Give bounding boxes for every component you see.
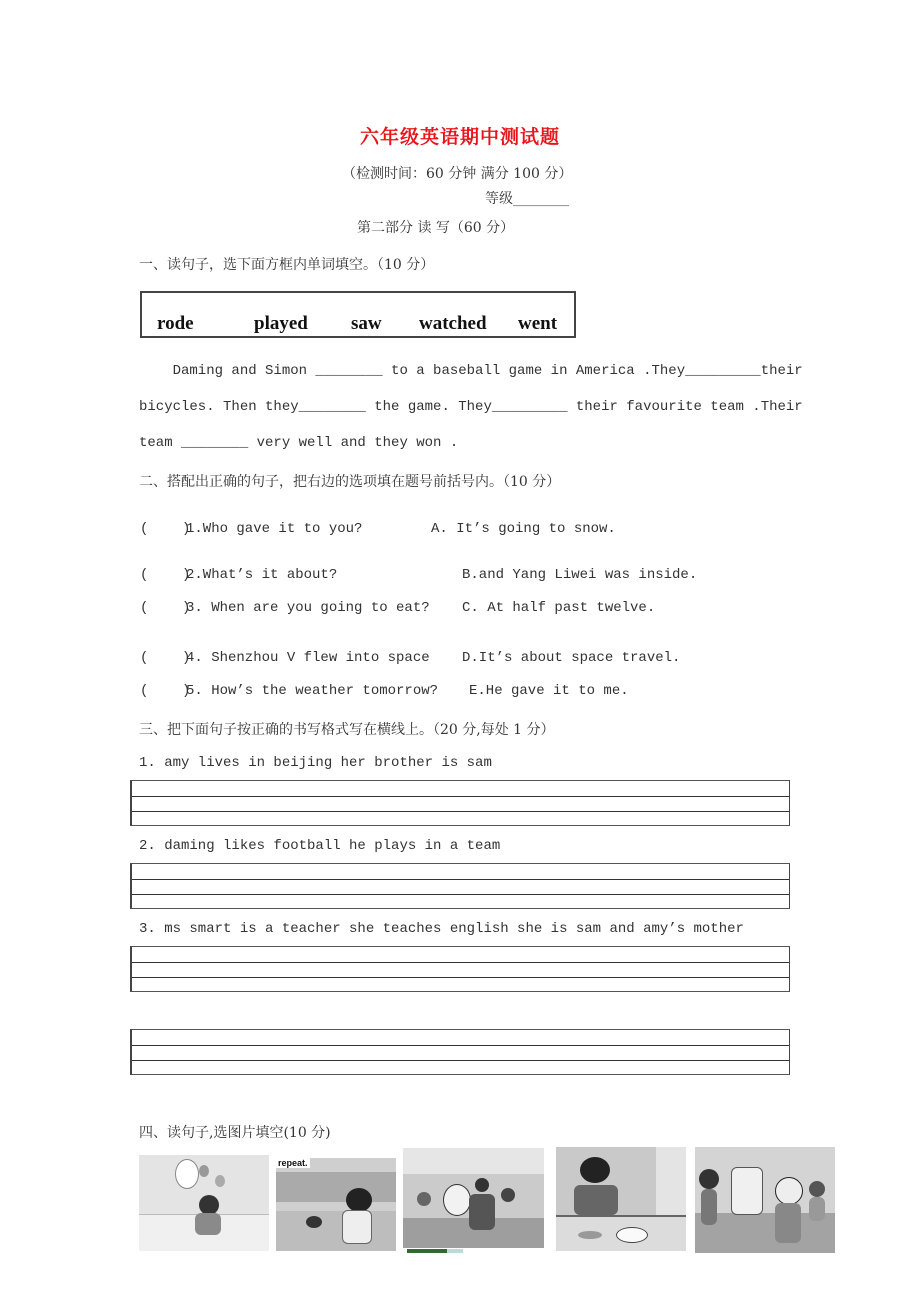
writing-lines[interactable] <box>130 1029 790 1075</box>
writing-lines[interactable] <box>130 946 790 992</box>
match-option: B.and Yang Liwei was inside. <box>462 567 698 583</box>
match-option: C. At half past twelve. <box>462 600 656 616</box>
writing-lines[interactable] <box>130 863 790 909</box>
picture-kitchen <box>276 1158 396 1251</box>
answer-bracket[interactable]: ( ) <box>140 650 191 666</box>
picture-bar <box>447 1249 463 1253</box>
word-option: played <box>254 313 308 334</box>
grade-field: 等级________ <box>485 191 569 207</box>
word-option: rode <box>157 313 194 334</box>
word-option: watched <box>419 313 487 334</box>
sentence-prompt: 3. ms smart is a teacher she teaches english she is sam and amy’s mother <box>139 921 744 937</box>
picture-party <box>403 1148 544 1248</box>
answer-bracket[interactable]: ( ) <box>140 567 191 583</box>
section2-heading: 二、搭配出正确的句子，把右边的选项填在题号前括号内。（10 分） <box>139 474 561 490</box>
sentence-prompt: 1. amy lives in beijing her brother is sam <box>139 755 492 771</box>
answer-bracket[interactable]: ( ) <box>140 683 191 699</box>
passage-line: Daming and Simon ________ to a baseball game in America .They_________their <box>139 363 803 379</box>
picture-breakfast <box>556 1147 686 1251</box>
word-bank-box <box>140 291 576 338</box>
picture-caption: repeat. <box>278 1158 308 1168</box>
passage-line: team ________ very well and they won . <box>139 435 459 451</box>
match-option: E.He gave it to me. <box>469 683 629 699</box>
answer-bracket[interactable]: ( ) <box>140 521 191 537</box>
section4-heading: 四、读句子,选图片填空(10 分) <box>139 1125 331 1141</box>
exam-title: 六年级英语期中测试题 <box>359 126 560 148</box>
writing-lines[interactable] <box>130 780 790 826</box>
match-option: A. It’s going to snow. <box>431 521 616 537</box>
match-option: D.It’s about space travel. <box>462 650 681 666</box>
picture-balloons <box>139 1155 269 1251</box>
match-question: 4. Shenzhou V flew into space <box>186 650 430 666</box>
answer-bracket[interactable]: ( ) <box>140 600 191 616</box>
word-option: went <box>518 313 558 334</box>
picture-robot <box>695 1147 835 1253</box>
section1-heading: 一、读句子，选下面方框内单词填空。（10 分） <box>139 257 435 273</box>
match-question: 3. When are you going to eat? <box>186 600 430 616</box>
word-option: saw <box>351 313 382 334</box>
match-question: 2.What’s it about? <box>186 567 338 583</box>
part-label: 第二部分 读 写（60 分） <box>357 220 515 236</box>
match-question: 5. How’s the weather tomorrow? <box>186 683 439 699</box>
sentence-prompt: 2. daming likes football he plays in a team <box>139 838 501 854</box>
picture-bar <box>407 1249 447 1253</box>
passage-line: bicycles. Then they________ the game. They_________ their favourite team .Their <box>139 399 803 415</box>
exam-info: （检测时间：60 分钟 满分 100 分） <box>342 166 573 182</box>
section3-heading: 三、把下面句子按正确的书写格式写在横线上。（20 分,每处 1 分） <box>139 722 555 738</box>
match-question: 1.Who gave it to you? <box>186 521 363 537</box>
